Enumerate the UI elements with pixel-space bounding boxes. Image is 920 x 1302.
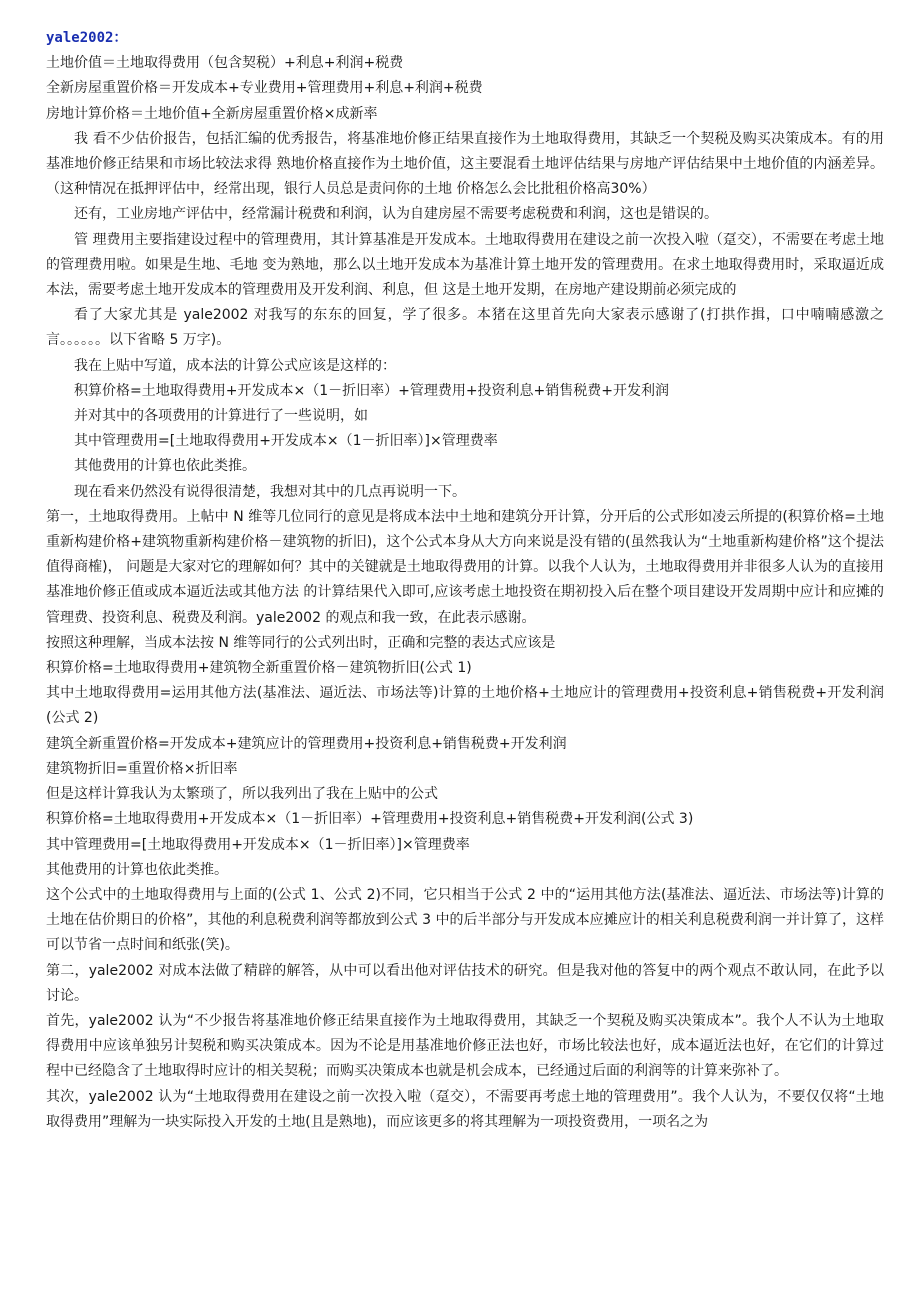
paragraph: 管 理费用主要指建设过程中的管理费用，其计算基准是开发成本。土地取得费用在建设之前一次投入啦（趸交），不需要在考虑土地的管理费用啦。如果是生地、毛地 变为熟地，那么以土地开发成本为基准计算土地开发的管理费用。在求土地取得费用时，采取逼近成本法，需要考虑土地开发成本的管理费用及开发利润、利息，但 这是土地开发期，在房地产建设期前必须完成的 — [46, 231, 884, 299]
paragraph: 其次，yale2002 认为“土地取得费用在建设之前一次投入啦（趸交），不需要再考虑土地的管理费用”。我个人认为，不要仅仅将“土地取得费用”理解为一块实际投入开发的土地(且是熟地)，而应该更多的将其理解为一项投资费用，一项名之为 — [46, 1088, 884, 1130]
paragraph: 这个公式中的土地取得费用与上面的(公式 1、公式 2)不同，它只相当于公式 2 中的“运用其他方法(基准法、逼近法、市场法等)计算的土地在估价期日的价格”，其他的利息税费利润等都放到公式 3 中的后半部分与开发成本应摊应计的相关利息税费利润一并计算了，这样可以节省一点时间和纸张(笑)。 — [46, 886, 884, 954]
paragraph: 其他费用的计算也依此类推。 — [46, 861, 228, 878]
paragraph: 按照这种理解，当成本法按 N 维等同行的公式列出时，正确和完整的表达式应该是 — [46, 634, 556, 651]
author-name: yale2002： — [46, 30, 128, 46]
paragraph: 建筑物折旧=重置价格×折旧率 — [46, 760, 238, 777]
paragraph: 看了大家尤其是 yale2002 对我写的东东的回复，学了很多。本猪在这里首先向大家表示感谢了(打拱作揖，口中喃喃感激之言。。。。。。以下省略 5 万字)。 — [46, 307, 884, 349]
paragraph: 还有，工业房地产评估中，经常漏计税费和利润，认为自建房屋不需要考虑税费和利润，这也是错误的。 — [74, 206, 718, 223]
paragraph: 我 看不少估价报告，包括汇编的优秀报告，将基准地价修正结果直接作为土地取得费用，其缺乏一个契税及购买决策成本。有的用基准地价修正结果和市场比较法求得 熟地价格直接作为土地价值，这主要混看土地评估结果与房地产评估结果中土地价值的内涵差异。（这种情况在抵押评估中，经常出现，银行人员总是责问你的土地 价格怎么会比批租价格高30%） — [46, 130, 884, 198]
paragraph: 土地价值＝土地取得费用（包含契税）+利息+利润+税费 — [46, 55, 404, 72]
document-body — [46, 51, 884, 1135]
paragraph: 积算价格=土地取得费用+开发成本×（1－折旧率）+管理费用+投资利息+销售税费+开发利润(公式 3) — [46, 811, 694, 828]
paragraph: 建筑全新重置价格=开发成本+建筑应计的管理费用+投资利息+销售税费+开发利润 — [46, 735, 567, 752]
paragraph: 其中土地取得费用=运用其他方法(基准法、逼近法、市场法等)计算的土地价格+土地应计的管理费用+投资利息+销售税费+开发利润(公式 2) — [46, 685, 884, 727]
paragraph: 第一，土地取得费用。上帖中 N 维等几位同行的意见是将成本法中土地和建筑分开计算，分开后的公式形如凌云所提的(积算价格=土地重新构建价格+建筑物重新构建价格－建筑物的折旧)，这个公式本身从大方向来说是没有错的(虽然我认为“土地重新构建价格”这个提法值得商榷)， 问题是大家对它的理解如何？其中的关键就是土地取得费用的计算。以我个人认为，土地取得费用并非很多人认为的直接用基准地价修正值或成本逼近法或其他方法 的计算结果代入即可,应该考虑土地投资在期初投入后在整个项目建设开发周期中应计和应摊的管理费、投资利息、税费及利润。yale2002 的观点和我一致，在此表示感谢。 — [46, 508, 884, 626]
paragraph: 房地计算价格＝土地价值+全新房屋重置价格×成新率 — [46, 105, 378, 122]
paragraph: 现在看来仍然没有说得很清楚，我想对其中的几点再说明一下。 — [74, 483, 466, 500]
paragraph: 第二，yale2002 对成本法做了精辟的解答，从中可以看出他对评估技术的研究。但是我对他的答复中的两个观点不敢认同，在此予以讨论。 — [46, 962, 884, 1004]
paragraph: 其中管理费用=[土地取得费用+开发成本×（1－折旧率）]×管理费率 — [74, 433, 498, 450]
paragraph: 但是这样计算我认为太繁琐了，所以我列出了我在上贴中的公式 — [46, 786, 438, 803]
paragraph: 其他费用的计算也依此类推。 — [74, 458, 256, 475]
paragraph: 全新房屋重置价格＝开发成本+专业费用+管理费用+利息+利润+税费 — [46, 80, 483, 97]
paragraph: 并对其中的各项费用的计算进行了一些说明，如 — [74, 408, 368, 425]
paragraph: 积算价格=土地取得费用+建筑物全新重置价格－建筑物折旧(公式 1) — [46, 660, 472, 677]
paragraph: 我在上贴中写道，成本法的计算公式应该是这样的： — [74, 357, 396, 374]
paragraph: 积算价格=土地取得费用+开发成本×（1－折旧率）+管理费用+投资利息+销售税费+开发利润 — [74, 382, 670, 399]
paragraph: 其中管理费用=[土地取得费用+开发成本×（1－折旧率）]×管理费率 — [46, 836, 470, 853]
paragraph: 首先，yale2002 认为“不少报告将基准地价修正结果直接作为土地取得费用，其缺乏一个契税及购买决策成本”。我个人不认为土地取得费用中应该单独另计契税和购买决策成本。因为不论是用基准地价修正法也好，市场比较法也好，成本逼近法也好，在它们的计算过程中已经隐含了土地取得时应计的相关契税；而购买决策成本也就是机会成本，已经通过后面的利润等的计算来弥补了。 — [46, 1012, 884, 1080]
